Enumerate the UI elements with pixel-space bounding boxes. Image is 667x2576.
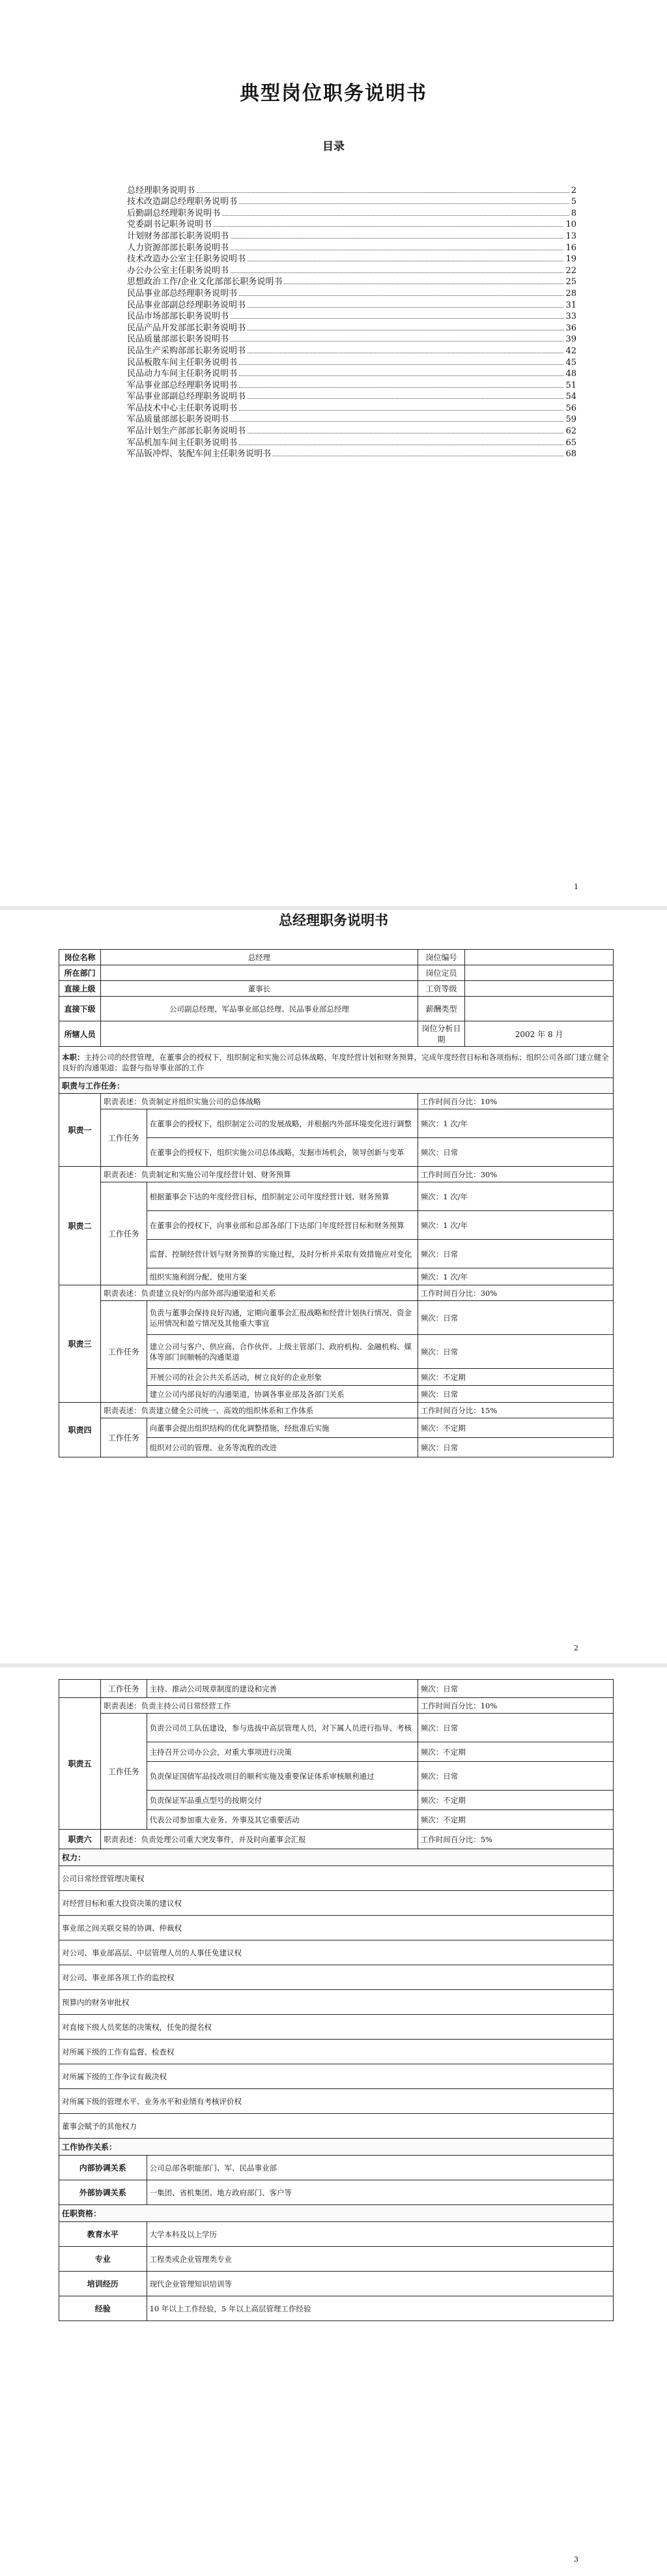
table-row: [59, 1403, 614, 1418]
duty-statement: [101, 1285, 418, 1301]
toc-item-page: 5: [571, 197, 576, 207]
pct-value: 15%: [480, 1405, 498, 1415]
table-row: [59, 1990, 614, 2015]
statement-prefix: 职责表述：: [104, 1405, 141, 1415]
task-text: 负责保证国债军品技改项目的顺利实施及重要保证体系审核顺利通过: [147, 1762, 418, 1791]
table-row: [59, 2296, 614, 2321]
toc-item-page: 33: [565, 312, 576, 322]
duty-name: 职责六: [59, 1830, 101, 1849]
toc-item[interactable]: [127, 413, 576, 425]
section-heading: 权力：: [59, 1849, 614, 1866]
field-value: 公司副总经理、军品事业部总经理、民品事业部总经理: [101, 997, 418, 1021]
power-item: 对所属下级的管理水平、业务水平和业绩有考核评价权: [59, 2089, 614, 2114]
statement-prefix: 职责表述：: [104, 1834, 141, 1844]
field-label: 薪酬类型: [418, 997, 464, 1021]
task-frequency: 频次：日常: [418, 1714, 613, 1742]
toc-item-label: 技术改造办公室主任职务说明书: [127, 254, 246, 265]
statement-text: 负责建立良好的内部外部沟通渠道和关系: [141, 1288, 276, 1298]
toc-item-label: 民品事业部总经理职务说明书: [127, 288, 238, 299]
task-label: 工作任务: [101, 1109, 147, 1167]
toc-leader: [231, 238, 563, 239]
toc-item[interactable]: [127, 253, 576, 265]
task-frequency: 频次：不定期: [418, 1742, 613, 1762]
toc-item-page: 45: [565, 357, 576, 368]
toc-leader: [231, 272, 563, 273]
page-2: [0, 910, 667, 1663]
toc-item-page: 65: [565, 437, 576, 448]
duty-name: 职责二: [59, 1167, 101, 1285]
pct-prefix: 工作时间百分比：: [420, 1169, 481, 1179]
toc-leader: [248, 307, 563, 308]
job-title-heading: 总经理职务说明书: [279, 912, 388, 928]
qualification-label: 培训经历: [59, 2272, 147, 2296]
task-text: 负责保证军品重点型号的按期交付: [147, 1791, 418, 1810]
table-row: [59, 997, 614, 1021]
toc-item-label: 军品质量部部长职务说明书: [127, 415, 229, 425]
duty-time-percent: [418, 1167, 613, 1182]
duty-time-percent: [418, 1698, 613, 1714]
task-frequency: 频次：日常: [418, 1138, 613, 1167]
toc-item-label: 总经理职务说明书: [127, 185, 195, 196]
task-text: 负责与董事会保持良好沟通，定期向董事会汇报战略和经营计划执行情况、资金运用情况和盈亏情况及其他重大事宜: [147, 1301, 418, 1335]
table-row: [59, 2114, 614, 2139]
table-row: [59, 965, 614, 981]
toc-item-label: 民品事业部副总经理职务说明书: [127, 300, 246, 310]
duty-time-percent: [418, 1094, 613, 1109]
task-frequency: 频次：1 次/年: [418, 1109, 613, 1138]
toc-item-label: 民品质量部部长职务说明书: [127, 334, 229, 345]
task-text: 监督、控制经营计划与财务预算的实施过程，及时分析并采取有效措施应对变化: [147, 1240, 418, 1268]
table-row: [59, 2180, 614, 2205]
task-text: 在董事会的授权下，向事业部和总部各部门下达部门年度经营目标和财务预算: [147, 1211, 418, 1240]
table-row: [59, 1047, 614, 1078]
power-item: 对公司、事业部各项工作的监控权: [59, 1965, 614, 1990]
task-frequency: 频次：1 次/年: [418, 1268, 613, 1285]
toc-leader: [239, 375, 563, 376]
table-row: [59, 1021, 614, 1047]
field-label: 岗位分析日期: [418, 1021, 464, 1047]
duty-statement: [101, 1403, 418, 1418]
task-text: 向董事会提出组织结构的优化调整措施，经批准后实施: [147, 1418, 418, 1438]
task-text: 建立公司内部良好的沟通渠道，协调各事业部及各部门关系: [147, 1386, 418, 1403]
toc-item-page: 22: [565, 265, 576, 276]
field-value: [101, 965, 418, 981]
toc-item-page: 62: [565, 426, 576, 437]
qualification-value: 大学本科及以上学历: [147, 2222, 613, 2247]
toc-item[interactable]: [127, 368, 576, 379]
task-frequency: 频次：不定期: [418, 1418, 613, 1438]
pct-value: 5%: [480, 1834, 492, 1844]
toc-item-page: 16: [565, 242, 576, 253]
page-3: [0, 1667, 667, 2576]
toc-item-label: 军品技术中心主任职务说明书: [127, 403, 238, 413]
task-frequency: 频次：1 次/年: [418, 1211, 613, 1240]
toc-item-label: 党委副书记职务说明书: [127, 220, 212, 230]
table-row: [59, 2272, 614, 2296]
statement-prefix: 职责表述：: [104, 1169, 141, 1179]
table-row: [59, 2205, 614, 2222]
field-value: 董事长: [101, 981, 418, 997]
task-frequency: 频次：1 次/年: [418, 1182, 613, 1211]
toc-leader: [197, 192, 569, 193]
toc-item-page: 28: [565, 288, 576, 299]
field-label: 所在部门: [59, 965, 101, 981]
duty-statement: [101, 1167, 418, 1182]
toc-item-page: 36: [565, 323, 576, 333]
toc-leader: [239, 364, 563, 365]
table-row: [59, 1078, 614, 1094]
pct-value: 10%: [480, 1701, 498, 1710]
table-row: [59, 1714, 614, 1742]
duty-time-percent: [418, 1830, 613, 1849]
table-row: [59, 2156, 614, 2180]
task-text: 在董事会的授权下，组织制定公司的发展战略，并根据内外部环境变化进行调整: [147, 1109, 418, 1138]
task-frequency: 频次：日常: [418, 1240, 613, 1268]
job-description-table: [59, 949, 614, 1457]
table-row: [59, 2222, 614, 2247]
statement-text: 负责主持公司日常经营工作: [141, 1701, 231, 1710]
toc-item[interactable]: [127, 299, 576, 310]
toc-leader: [248, 398, 563, 399]
toc-item-label: 后勤副总经理职务说明书: [127, 208, 221, 218]
toc-item-label: 军品钣冲焊、装配车间主任职务说明书: [127, 449, 272, 460]
table-row: [59, 2064, 614, 2089]
toc-item[interactable]: [127, 356, 576, 368]
field-label: 工资等级: [418, 981, 464, 997]
toc-item-label: 民品生产采购部部长职务说明书: [127, 345, 246, 356]
toc-item[interactable]: [127, 390, 576, 402]
field-value: [465, 950, 614, 965]
pct-prefix: 工作时间百分比：: [420, 1834, 481, 1844]
table-row: [59, 1891, 614, 1916]
duty-name: 职责四: [59, 1403, 101, 1457]
table-row: [59, 1965, 614, 1990]
field-value: 总经理: [101, 950, 418, 965]
duty-name: 职责一: [59, 1094, 101, 1167]
table-of-contents: [127, 184, 576, 459]
table-row: [59, 1698, 614, 1714]
section-heading: 工作协作关系：: [59, 2139, 614, 2156]
toc-item-page: 19: [565, 254, 576, 265]
duty-name: 职责三: [59, 1285, 101, 1403]
page-1: [0, 0, 667, 906]
statement-text: 负责建立健全公司统一、高效的组织体系和工作体系: [141, 1405, 314, 1415]
table-row: [59, 1167, 614, 1182]
table-row: [59, 2139, 614, 2156]
statement-prefix: 职责表述：: [104, 1701, 141, 1710]
table-row: [59, 1830, 614, 1849]
toc-item-page: 68: [565, 449, 576, 460]
toc-item[interactable]: [127, 264, 576, 276]
toc-item-page: 42: [565, 345, 576, 356]
table-row: [59, 1094, 614, 1109]
toc-item[interactable]: [127, 344, 576, 356]
power-item: 对经营目标和重大投资决策的建议权: [59, 1891, 614, 1916]
statement-prefix: 职责表述：: [104, 1096, 141, 1106]
relation-value: 一集团、省机集团、地方政府部门、客户等: [147, 2180, 613, 2205]
toc-item-page: 25: [565, 277, 576, 287]
toc-item-page: 8: [571, 208, 576, 218]
relation-value: 公司总部各职能部门、军、民品事业部: [147, 2156, 613, 2180]
pct-prefix: 工作时间百分比：: [420, 1288, 481, 1298]
table-row: [59, 1940, 614, 1965]
section-heading: 任职资格：: [59, 2205, 614, 2222]
field-label: 岗位编号: [418, 950, 464, 965]
table-row: [59, 2040, 614, 2064]
toc-item-label: 民品板散车间主任职务说明书: [127, 357, 238, 368]
toc-item[interactable]: [127, 436, 576, 448]
task-label: 工作任务: [101, 1301, 147, 1403]
task-frequency: 频次：日常: [418, 1386, 613, 1403]
toc-item-label: 军品事业部副总经理职务说明书: [127, 392, 246, 402]
toc-item-label: 人力资源部部长职务说明书: [127, 242, 229, 253]
field-label: 岗位名称: [59, 950, 101, 965]
toc-item-label: 民品产品开发部部长职务说明书: [127, 323, 246, 333]
page-number: 2: [574, 1644, 578, 1652]
table-row: [59, 1109, 614, 1138]
task-text: 负责公司员工队伍建设，参与选拔中高层管理人员，对下属人员进行指导、考核: [147, 1714, 418, 1742]
toc-item[interactable]: [127, 424, 576, 436]
duty-statement: [101, 1830, 418, 1849]
toc-item[interactable]: [127, 321, 576, 333]
summary-cell: [59, 1047, 614, 1078]
toc-item-page: 54: [565, 392, 576, 402]
task-frequency: 频次：不定期: [418, 1791, 613, 1810]
qualification-value: 10 年以上工作经验，5 年以上高层管理工作经验: [147, 2296, 613, 2321]
task-label: 工作任务: [101, 1418, 147, 1457]
toc-leader: [231, 318, 563, 319]
field-value: [465, 997, 614, 1021]
table-row: [59, 2089, 614, 2114]
table-row: [59, 1916, 614, 1940]
task-label: 工作任务: [101, 1680, 147, 1698]
statement-text: 负责处理公司重大突发事件，并及时向董事会汇报: [141, 1834, 306, 1844]
table-row: [59, 2247, 614, 2272]
pct-value: 30%: [480, 1169, 498, 1179]
table-row: [59, 1301, 614, 1335]
statement-text: 负责制定并组织实施公司的总体战略: [141, 1096, 261, 1106]
toc-item-page: 2: [571, 185, 576, 196]
table-row: [59, 1680, 614, 1698]
table-row: [59, 1849, 614, 1866]
toc-item-label: 民品市场部部长职务说明书: [127, 312, 229, 322]
task-text: 主持、推动公司规章制度的建设和完善: [147, 1680, 418, 1698]
toc-item-page: 13: [565, 231, 576, 241]
summary-text: 主持公司的经营管理，在董事会的授权下，组织制定和实施公司总体战略，年度经营计划和财务预算，完成年度经营目标和各项指标；组织公司各部门建立健全良好的沟通渠道；监督与指导事业部的工作: [62, 1052, 609, 1072]
page-number: 3: [574, 2555, 578, 2564]
qualification-value: 现代企业管理知识培训等: [147, 2272, 613, 2296]
page-number: 1: [574, 883, 578, 891]
qualification-value: 工程类或企业管理类专业: [147, 2247, 613, 2272]
toc-item-label: 办公办公室主任职务说明书: [127, 265, 229, 276]
task-text: 在董事会的授权下，组织实施公司总体战略，发掘市场机会，领导创新与变革: [147, 1138, 418, 1167]
toc-leader: [239, 387, 563, 388]
pct-value: 10%: [480, 1096, 498, 1106]
toc-item-page: 56: [565, 403, 576, 413]
toc-item[interactable]: [127, 218, 576, 230]
toc-leader: [222, 215, 569, 216]
toc-leader: [214, 226, 563, 227]
qualification-label: 教育水平: [59, 2222, 147, 2247]
task-frequency: 频次：日常: [418, 1438, 613, 1457]
table-row: [59, 1418, 614, 1438]
task-frequency: 频次：日常: [418, 1680, 613, 1698]
duty-name: 职责五: [59, 1698, 101, 1830]
task-text: 组织对公司的管理、业务等流程的改进: [147, 1438, 418, 1457]
toc-heading: 目录: [322, 140, 345, 153]
toc-leader: [231, 341, 563, 342]
task-text: 代表公司参加重大业务、外事及其它重要活动: [147, 1810, 418, 1830]
task-frequency: 频次：不定期: [418, 1810, 613, 1830]
pct-value: 30%: [480, 1288, 498, 1298]
power-item: 事业部之间关联交易的协调、仲裁权: [59, 1916, 614, 1940]
toc-item-label: 思想政治工作/企业文化部部长职务说明书: [127, 277, 283, 287]
toc-item-label: 民品动力车间主任职务说明书: [127, 369, 238, 379]
pct-prefix: 工作时间百分比：: [420, 1096, 481, 1106]
document-title: 典型岗位职务说明书: [240, 82, 427, 105]
toc-item-page: 39: [565, 334, 576, 345]
power-item: 预算内的财务审批权: [59, 1990, 614, 2015]
toc-item[interactable]: [127, 379, 576, 390]
field-label: 所辖人员: [59, 1021, 101, 1047]
power-item: 对所属下级的工作有监督、检查权: [59, 2040, 614, 2064]
toc-item-label: 技术改造副总经理职务说明书: [127, 197, 238, 207]
toc-item[interactable]: [127, 276, 576, 287]
field-value: [465, 981, 614, 997]
task-text: 组织实施利润分配、使用方案: [147, 1268, 418, 1285]
section-heading: 职责与工作任务：: [59, 1078, 614, 1094]
table-row: [59, 1866, 614, 1891]
toc-leader: [231, 421, 563, 422]
toc-item-page: 48: [565, 369, 576, 379]
duty-time-percent: [418, 1285, 613, 1301]
task-text: 根据董事会下达的年度经营目标，组织制定公司年度经营计划、财务预算: [147, 1182, 418, 1211]
pct-prefix: 工作时间百分比：: [420, 1701, 481, 1710]
toc-item[interactable]: [127, 287, 576, 299]
task-text: 建立公司与客户、供应商、合作伙伴、上级主管部门、政府机构、金融机构、媒体等部门间顺畅的沟通渠道: [147, 1335, 418, 1369]
toc-item[interactable]: [127, 310, 576, 322]
qualification-label: 经验: [59, 2296, 147, 2321]
toc-item-page: 10: [565, 220, 576, 230]
toc-item-label: 军品机加车间主任职务说明书: [127, 437, 238, 448]
power-item: 董事会赋予的其他权力: [59, 2114, 614, 2139]
duty-statement: [101, 1698, 418, 1714]
summary-label: 本职：: [62, 1052, 85, 1062]
duty-statement: [101, 1094, 418, 1109]
relation-label: 外部协调关系: [59, 2180, 147, 2205]
toc-item-page: 59: [565, 415, 576, 425]
power-item: 对公司、事业部高层、中层管理人员的人事任免建议权: [59, 1940, 614, 1965]
field-value: [101, 1021, 418, 1047]
toc-item-label: 计划财务部部长职务说明书: [127, 231, 229, 241]
field-label: 直接下级: [59, 997, 101, 1021]
toc-item[interactable]: [127, 333, 576, 345]
field-label: 直接上级: [59, 981, 101, 997]
toc-item[interactable]: [127, 207, 576, 218]
toc-leader: [239, 295, 563, 296]
table-row: [59, 1182, 614, 1211]
duty-time-percent: [418, 1403, 613, 1418]
statement-text: 负责制定和实施公司年度经营计划、财务预算: [141, 1169, 291, 1179]
toc-item[interactable]: [127, 184, 576, 196]
toc-item-label: 军品计划生产部部长职务说明书: [127, 426, 246, 437]
table-row: [59, 950, 614, 965]
field-label: 岗位定员: [418, 965, 464, 981]
task-frequency: 频次：日常: [418, 1301, 613, 1335]
power-item: 对直接下级人员奖惩的决策权，任免的提名权: [59, 2015, 614, 2040]
task-frequency: 频次：日常: [418, 1335, 613, 1369]
toc-item[interactable]: [127, 448, 576, 460]
task-text: 开展公司的社会公共关系活动，树立良好的企业形象: [147, 1369, 418, 1386]
task-label: 工作任务: [101, 1714, 147, 1830]
power-item: 对所属下级的工作争议有裁决权: [59, 2064, 614, 2089]
field-value: 2002 年 8 月: [465, 1021, 614, 1047]
task-frequency: 频次：日常: [418, 1762, 613, 1791]
toc-item-page: 31: [565, 300, 576, 310]
field-value: [465, 965, 614, 981]
toc-item-page: 51: [565, 380, 576, 390]
task-frequency: 频次：不定期: [418, 1369, 613, 1386]
toc-item[interactable]: [127, 402, 576, 413]
statement-prefix: 职责表述：: [104, 1288, 141, 1298]
toc-item[interactable]: [127, 229, 576, 241]
toc-leader: [239, 203, 569, 204]
toc-item[interactable]: [127, 241, 576, 253]
toc-item[interactable]: [127, 196, 576, 207]
duty-name-continued: [59, 1680, 101, 1698]
pct-prefix: 工作时间百分比：: [420, 1405, 481, 1415]
table-row: [59, 1285, 614, 1301]
qualification-label: 专业: [59, 2247, 147, 2272]
table-row: [59, 2015, 614, 2040]
table-row: [59, 981, 614, 997]
toc-leader: [239, 410, 563, 411]
task-label: 工作任务: [101, 1182, 147, 1285]
task-text: 主持召开公司办公会，对重大事项进行决策: [147, 1742, 418, 1762]
relation-label: 内部协调关系: [59, 2156, 147, 2180]
power-item: 公司日常经营管理决策权: [59, 1866, 614, 1891]
job-description-table-continued: [59, 1679, 614, 2321]
toc-item-label: 军品事业部总经理职务说明书: [127, 380, 238, 390]
